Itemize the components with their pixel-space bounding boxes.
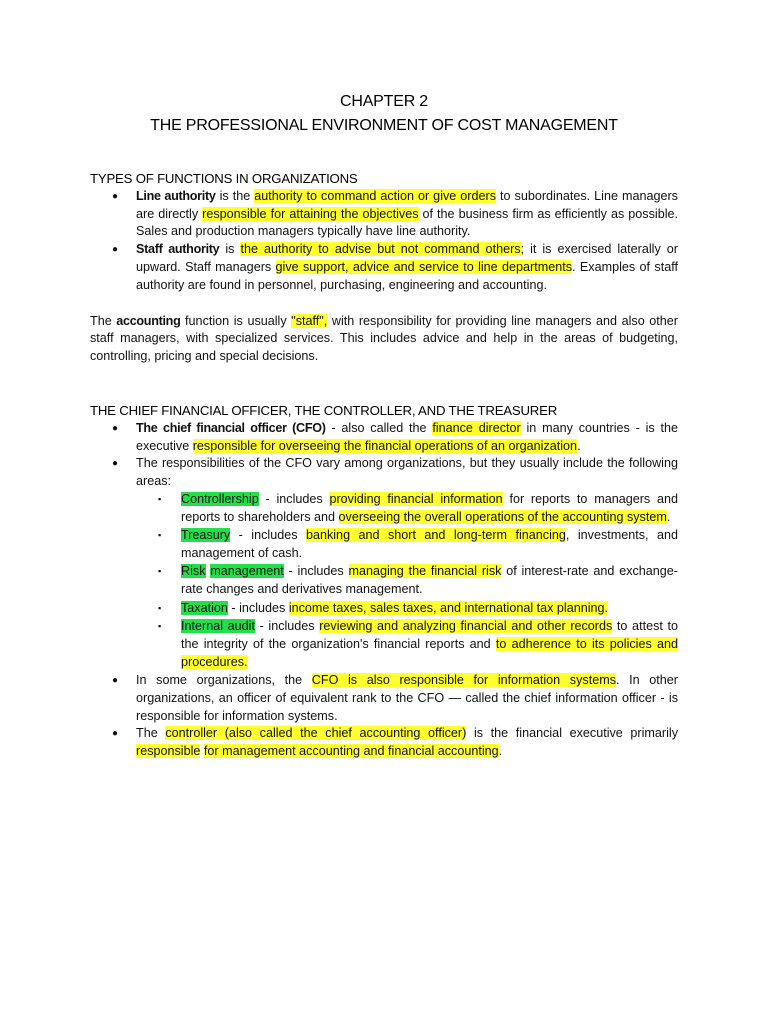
- section-heading: TYPES OF FUNCTIONS IN ORGANIZATIONS: [90, 171, 358, 186]
- green-highlight: Taxation: [181, 600, 228, 615]
- section-heading: THE CHIEF FINANCIAL OFFICER, THE CONTROLLER, AND THE TREASURER: [90, 403, 558, 418]
- highlight: authority to command action or give orders: [254, 188, 496, 203]
- list-item-cfo: ● The chief financial officer (CFO) - also called the finance director in many countries - is the executive responsible for overseeing the financial operations of an organization.: [90, 420, 678, 456]
- highlight: overseeing the overall operations of the accounting system: [338, 509, 667, 524]
- highlight: "staff",: [291, 313, 328, 328]
- chapter-number: CHAPTER 2: [340, 93, 428, 110]
- chapter-title: THE PROFESSIONAL ENVIRONMENT OF COST MANAGEMENT: [150, 117, 618, 134]
- term: accounting: [116, 313, 181, 328]
- list-item-controller: ● The controller (also called the chief accounting officer) is the financial executive primarily responsible for management accounting and financial accounting.: [90, 725, 678, 761]
- sub-bullet-list: [136, 491, 678, 671]
- term: The chief financial officer (CFO): [136, 420, 326, 435]
- sub-item-internal-audit: ▪ Internal audit - includes reviewing and analyzing financial and other records to attest to the integrity of the organization's financial reports and to adherence to its policies and procedures.: [136, 618, 678, 671]
- highlight: the authority to advise but not command others: [240, 242, 521, 257]
- highlight: banking and short and long-term financing: [305, 528, 566, 543]
- list-item-line-authority: ● Line authority is the authority to command action or give orders to subordinates. Line managers are directly responsible for attaining the objectives of the business firm as efficiently as possible. Sales and production managers typically have line authority.: [90, 188, 678, 241]
- highlight: for management accounting and financial accounting: [203, 744, 499, 759]
- list-item-staff-authority: ● Staff authority is the authority to advise but not command others; it is exercised laterally or upward. Staff managers give support, advice and service to line departments. Examples of staff authority are found in personnel, purchasing, engineering and accounting.: [90, 241, 678, 294]
- highlight: responsible for attaining the objectives: [202, 206, 419, 221]
- highlight: income taxes, sales taxes, and international tax planning.: [288, 600, 609, 615]
- highlight: providing financial information: [329, 491, 503, 506]
- sub-item-treasury: ▪ Treasury - includes banking and short and long-term financing, investments, and management of cash.: [136, 527, 678, 563]
- green-highlight: Treasury: [181, 528, 231, 543]
- term: Line authority: [136, 188, 216, 203]
- green-highlight: Risk: [181, 564, 206, 579]
- highlight: finance director: [432, 420, 521, 435]
- bullet-list: [90, 420, 678, 761]
- highlight: controller (also called the chief accounting officer): [165, 726, 467, 741]
- highlight: CFO is also responsible for information systems: [311, 672, 616, 687]
- term: Staff authority: [136, 242, 220, 257]
- accounting-paragraph: The accounting function is usually "staff", with responsibility for providing line managers and also other staff managers, with specialized services. This includes advice and help in the areas of budgeting, controlling, pricing and special decisions.: [90, 313, 678, 364]
- list-item-information-systems: ● In some organizations, the CFO is also responsible for information systems. In other organizations, an officer of equivalent rank to the CFO — called the chief information officer - is responsible for information systems.: [90, 672, 678, 725]
- bullet-list: [90, 188, 678, 295]
- section-types-of-functions: [90, 170, 678, 366]
- highlight: responsible for overseeing the financial operations of an organization: [192, 438, 578, 453]
- sub-item-controllership: ▪ Controllership - includes providing financial information for reports to managers and reports to shareholders and overseeing the overall operations of the accounting system.: [136, 491, 678, 527]
- sub-item-taxation: ▪ Taxation - includes income taxes, sales taxes, and international tax planning.: [136, 600, 678, 618]
- section-cfo-controller-treasurer: [90, 402, 678, 761]
- highlight: give support, advice and service to line departments: [275, 259, 573, 274]
- green-highlight: management: [210, 564, 284, 579]
- highlight: responsible: [136, 744, 201, 759]
- highlight: managing the financial risk: [348, 564, 502, 579]
- highlight: reviewing and analyzing financial and other records: [319, 618, 613, 633]
- sub-item-risk-management: ▪ Risk management - includes managing the financial risk of interest-rate and exchange-rate changes and derivatives management.: [136, 563, 678, 599]
- green-highlight: Controllership: [181, 491, 259, 506]
- list-item-responsibilities: ● The responsibilities of the CFO vary among organizations, but they usually include the following areas: ▪ Controllership - includes providing financial information for reports to managers and reports to shareholders and overseeing the overall operations of the accounting system. ▪ Treasury - includes banking and short and long-term financing, investments, and management of cash. ▪ Risk management - includes managing the financial risk of interest-rate and exchange-rate changes and derivatives management. ▪ Taxation - includes income taxes, sales taxes, and international tax planning. ▪ Internal audit - includes reviewing and analyzing financial and other records to attest to the integrity of the organization's financial reports and to adherence to its policies and procedures.: [90, 455, 678, 671]
- highlight: to adherence to its policies and procedures.: [181, 636, 678, 669]
- green-highlight: Internal audit: [181, 618, 255, 633]
